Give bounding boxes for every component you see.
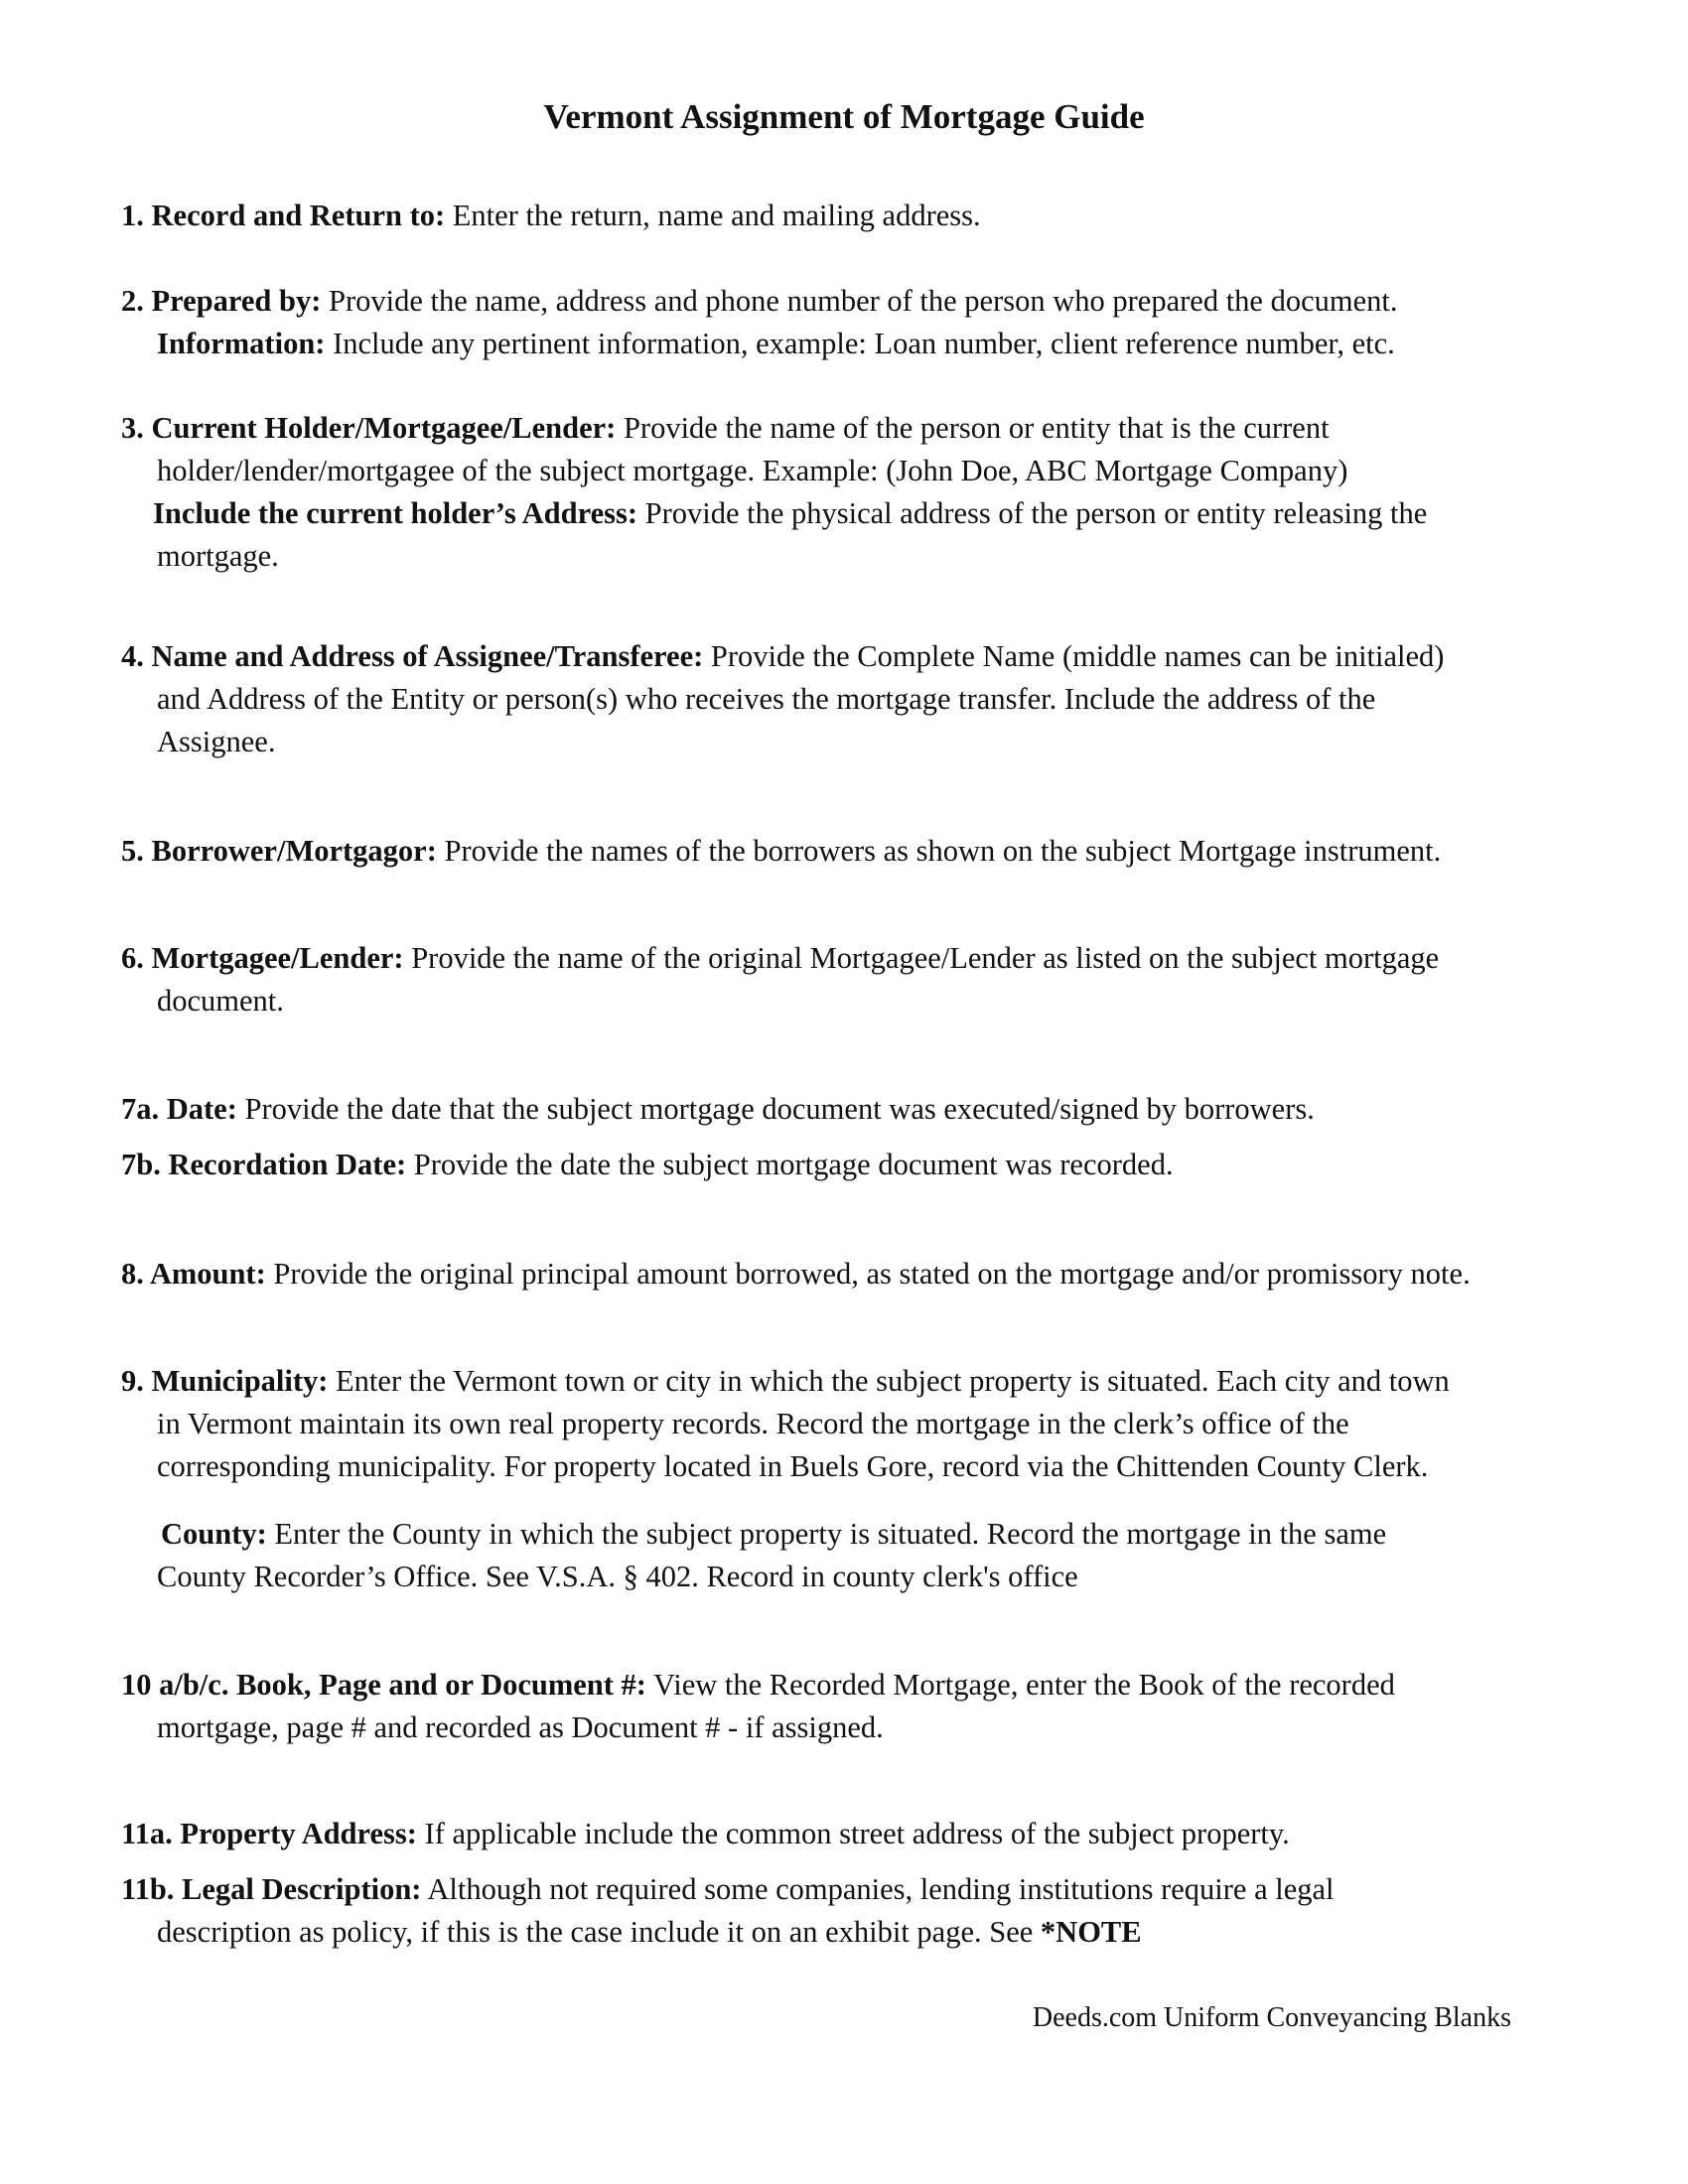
item-continuation: Assignee. [157,725,276,758]
item-text: Provide the names of the borrowers as shown on the subject Mortgage instrument. [436,834,1442,868]
item-text: Provide the physical address of the person or entity releasing the [637,496,1428,530]
item-label: 7b. Recordation Date: [121,1148,407,1181]
item-continuation: corresponding municipality. For property located in Buels Gore, record via the Chittenden County Clerk. [157,1449,1429,1483]
item-label: 2. Prepared by: [121,284,322,318]
item-label: 3. Current Holder/Mortgagee/Lender: [121,411,617,445]
item-text: Provide the name of the person or entity that is the current [616,411,1330,445]
item-continuation: holder/lender/mortgagee of the subject mortgage. Example: (John Doe, ABC Mortgage Company) [157,454,1348,487]
item-label: 5. Borrower/Mortgagor: [121,834,437,868]
item-text: Provide the name of the original Mortgagee/Lender as listed on the subject mortgage [403,941,1440,975]
item-label: Information: [157,327,326,360]
item-continuation: mortgage. [157,539,279,573]
item-6 [121,937,1591,1023]
item-1 [121,195,1591,237]
item-text: Although not required some companies, lending institutions require a legal [421,1872,1335,1906]
item-label: 6. Mortgagee/Lender: [121,941,404,975]
item-11a [121,1813,1591,1855]
item-label: Include the current holder’s Address: [153,496,637,530]
item-text: Include any pertinent information, example: Loan number, client reference number, etc. [325,327,1395,360]
item-8 [121,1253,1591,1296]
item-continuation: and Address of the Entity or person(s) who receives the mortgage transfer. Include the address of the [157,682,1376,716]
item-9-county [121,1513,1591,1598]
item-label: 1. Record and Return to: [121,199,446,232]
item-10 [121,1664,1591,1749]
item-continuation: document. [157,984,284,1018]
item-label: 9. Municipality: [121,1364,329,1398]
item-3 [121,407,1591,578]
item-label: 8. Amount: [121,1257,266,1291]
item-text: Provide the date the subject mortgage document was recorded. [406,1148,1174,1181]
item-11b [121,1868,1591,1954]
item-label: County: [161,1517,267,1551]
item-label: 4. Name and Address of Assignee/Transferee: [121,639,704,673]
item-4 [121,635,1591,763]
item-text: Provide the original principal amount borrowed, as stated on the mortgage and/or promissory note. [265,1257,1471,1291]
item-5 [121,830,1591,873]
item-text: Provide the name, address and phone number of the person who prepared the document. [321,284,1398,318]
item-label: 10 a/b/c. Book, Page and or Document #: [121,1668,646,1702]
item-7a [121,1088,1591,1131]
item-2 [121,280,1591,365]
page-title: Vermont Assignment of Mortgage Guide [543,97,1145,136]
item-text: Provide the date that the subject mortgage document was executed/signed by borrowers. [236,1092,1315,1126]
item-continuation: mortgage, page # and recorded as Document # - if assigned. [157,1710,884,1744]
item-label: 11a. Property Address: [121,1817,417,1850]
item-text: Enter the County in which the subject property is situated. Record the mortgage in the same [266,1517,1387,1551]
item-continuation: in Vermont maintain its own real property records. Record the mortgage in the clerk’s office of the [157,1407,1349,1440]
item-7b [121,1144,1591,1186]
footer-source: Deeds.com Uniform Conveyancing Blanks [1032,2002,1511,2033]
note-reference: *NOTE [1040,1915,1142,1949]
item-continuation: description as policy, if this is the case include it on an exhibit page. See [157,1915,1041,1949]
item-text: Enter the Vermont town or city in which the subject property is situated. Each city and town [328,1364,1450,1398]
item-label: 7a. Date: [121,1092,237,1126]
item-9 [121,1360,1591,1488]
item-continuation: County Recorder’s Office. See V.S.A. § 402. Record in county clerk's office [157,1560,1078,1593]
item-text: View the Recorded Mortgage, enter the Book of the recorded [645,1668,1395,1702]
item-label: 11b. Legal Description: [121,1872,422,1906]
item-text: If applicable include the common street address of the subject property. [416,1817,1290,1850]
item-text: Enter the return, name and mailing address. [445,199,981,232]
item-text: Provide the Complete Name (middle names can be initialed) [703,639,1445,673]
